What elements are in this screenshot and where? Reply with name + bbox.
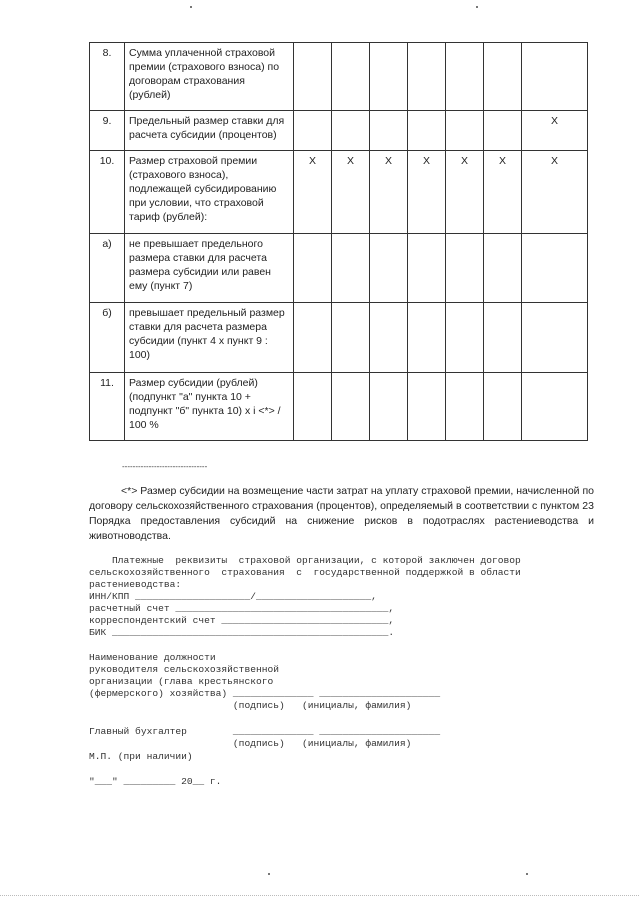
row-number: а) (90, 234, 125, 303)
value-cell (484, 43, 522, 111)
value-cell (332, 43, 370, 111)
correspondent-account-line: корреспондентский счет _____________________________, (89, 615, 395, 626)
table-row (90, 43, 588, 111)
inn-kpp-line: ИНН/КПП ____________________/____________________, (89, 591, 377, 602)
footnote-text: <*> Размер субсидии на возмещение части затрат на уплату страховой премии, начисленной по договору сельскохозяйственного страхования (процентов), определяемый в соответствии с пунктом 23 Порядка предоставления субсидий на снижение рисков в подотраслях растениеводства и животноводства. (89, 485, 594, 542)
row-number: 8. (90, 43, 125, 111)
value-cell (446, 43, 484, 111)
value-cell: X (484, 151, 522, 234)
value-cell (522, 373, 588, 441)
value-cell (370, 303, 408, 373)
value-cell: X (294, 151, 332, 234)
value-cell (408, 303, 446, 373)
accountant-signature-block: Главный бухгалтер ______________ _____________________ (подпись) (инициалы, фамилия) (89, 726, 441, 749)
value-cell (408, 111, 446, 151)
value-cell (370, 111, 408, 151)
value-cell: X (370, 151, 408, 234)
value-cell (484, 111, 522, 151)
scan-mark (476, 6, 478, 8)
scan-mark (526, 873, 528, 875)
value-cell (484, 234, 522, 303)
scan-mark (190, 6, 192, 8)
row-number: б) (90, 303, 125, 373)
row-description: не превышает предельного размера ставки для расчета размера субсидии или равен ему (пункт 7) (125, 234, 294, 303)
value-cell (370, 234, 408, 303)
requisites-intro: Платежные реквизиты страховой организации, с которой заключен договор сельскохозяйственного страхования с государственной поддержкой в области растениеводства: (89, 555, 521, 590)
page-edge (0, 895, 639, 896)
value-cell (446, 373, 484, 441)
value-cell: X (446, 151, 484, 234)
date-line: "___" _________ 20__ г. (89, 776, 222, 787)
value-cell (408, 373, 446, 441)
table-row (90, 303, 588, 373)
table-row (90, 151, 588, 234)
table-row (90, 111, 588, 151)
head-signature-block: Наименование должности руководителя сельскохозяйственной организации (глава крестьянского (фермерского) хозяйства) ______________ _____________________ (подпись) (инициалы, фамилия) (89, 652, 441, 711)
value-cell (294, 373, 332, 441)
value-cell (332, 234, 370, 303)
value-cell (332, 303, 370, 373)
value-cell: X (332, 151, 370, 234)
value-cell: X (522, 151, 588, 234)
value-cell (522, 234, 588, 303)
scan-mark (268, 873, 270, 875)
row-number: 11. (90, 373, 125, 441)
footnote-separator: -------------------------------- (122, 462, 208, 471)
value-cell (446, 234, 484, 303)
value-cell (294, 234, 332, 303)
value-cell (370, 43, 408, 111)
settlement-account-line: расчетный счет _____________________________________, (89, 603, 395, 614)
row-number: 10. (90, 151, 125, 234)
calculation-table (89, 42, 588, 441)
value-cell (522, 303, 588, 373)
value-cell (294, 303, 332, 373)
value-cell (294, 111, 332, 151)
value-cell (522, 43, 588, 111)
row-description: Размер страховой премии (страхового взноса), подлежащей субсидированию при условии, что страховой тариф (рублей): (125, 151, 294, 234)
row-number: 9. (90, 111, 125, 151)
value-cell (408, 234, 446, 303)
value-cell (446, 303, 484, 373)
table-row (90, 234, 588, 303)
row-description: превышает предельный размер ставки для расчета размера субсидии (пункт 4 x пункт 9 : 100) (125, 303, 294, 373)
value-cell (294, 43, 332, 111)
value-cell (446, 111, 484, 151)
row-description: Предельный размер ставки для расчета субсидии (процентов) (125, 111, 294, 151)
table-row (90, 373, 588, 441)
value-cell (370, 373, 408, 441)
value-cell (484, 373, 522, 441)
value-cell: X (408, 151, 446, 234)
value-cell (332, 373, 370, 441)
row-description: Сумма уплаченной страховой премии (страхового взноса) по договорам страхования (рублей) (125, 43, 294, 111)
value-cell (332, 111, 370, 151)
bik-line: БИК ________________________________________________. (89, 627, 395, 638)
value-cell: X (522, 111, 588, 151)
stamp-label: М.П. (при наличии) (89, 751, 193, 762)
value-cell (484, 303, 522, 373)
value-cell (408, 43, 446, 111)
row-description: Размер субсидии (рублей) (подпункт "а" пункта 10 + подпункт "б" пункта 10) x i <*> / 100 % (125, 373, 294, 441)
